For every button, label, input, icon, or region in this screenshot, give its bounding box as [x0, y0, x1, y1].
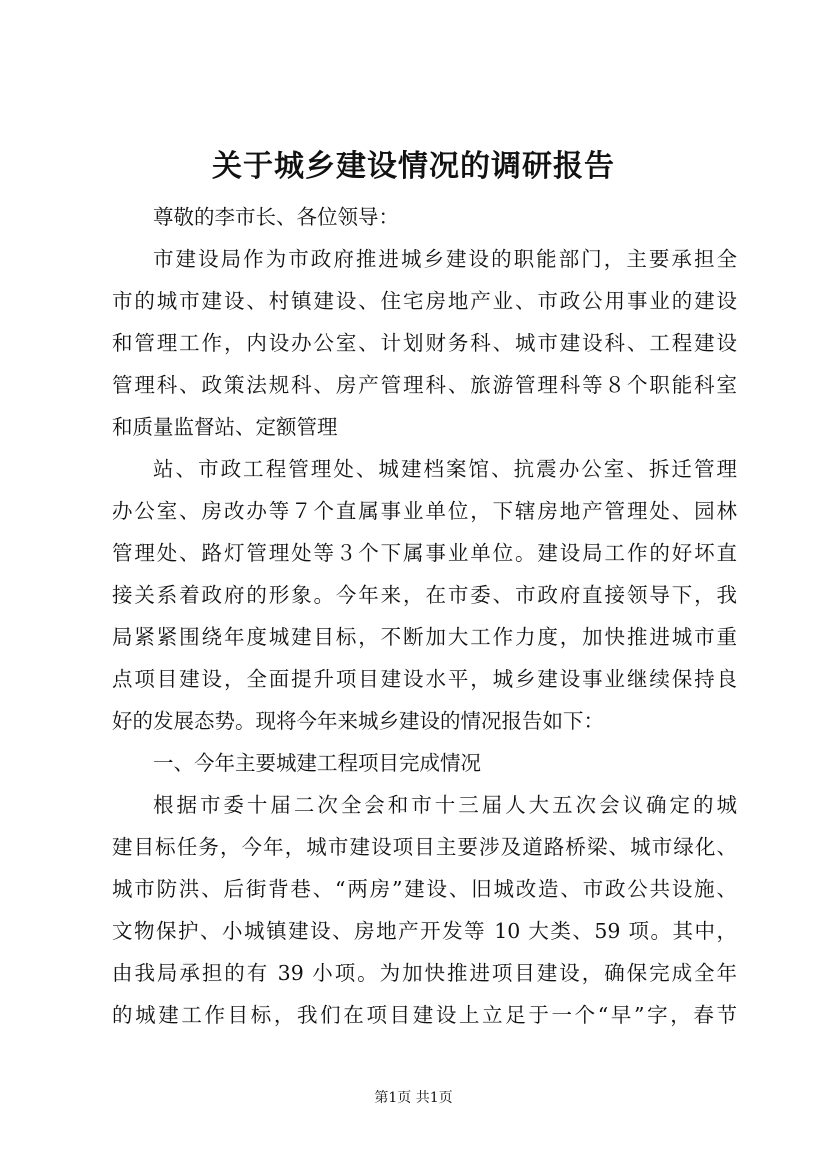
page-number: 第1页 共1页	[374, 1090, 453, 1106]
paragraph-line: 局紧紧围绕年度城建目标，不断加大工作力度，加快推进城市重	[112, 625, 737, 649]
paragraph-line: 城市防洪、后街背巷、“两房”建设、旧城改造、市政公共设施、	[112, 877, 737, 901]
paragraph-line: 好的发展态势。现将今年来城乡建设的情况报告如下：	[112, 709, 604, 733]
paragraph-line: 市建设局作为市政府推进城乡建设的职能部门，主要承担全	[153, 247, 737, 271]
salutation: 尊敬的李市长、各位领导：	[153, 205, 399, 229]
paragraph-line: 文物保护、小城镇建设、房地产开发等 10 大类、59 项。其中，	[112, 919, 737, 943]
paragraph-line: 站、市政工程管理处、城建档案馆、抗震办公室、拆迁管理	[153, 457, 737, 481]
paragraph-line: 市的城市建设、村镇建设、住宅房地产业、市政公用事业的建设	[112, 289, 737, 313]
paragraph-line: 接关系着政府的形象。今年来，在市委、市政府直接领导下，我	[112, 583, 737, 607]
paragraph-line: 的城建工作目标，我们在项目建设上立足于一个“早”字，春节	[112, 1003, 737, 1027]
paragraph-line: 和质量监督站、定额管理	[112, 415, 338, 439]
paragraph-line: 建目标任务，今年，城市建设项目主要涉及道路桥梁、城市绿化、	[112, 835, 737, 859]
section-heading: 一、今年主要城建工程项目完成情况	[153, 751, 481, 775]
paragraph-line: 由我局承担的有 39 小项。为加快推进项目建设，确保完成全年	[112, 961, 737, 985]
document-title: 关于城乡建设情况的调研报告	[212, 149, 615, 184]
paragraph-line: 管理处、路灯管理处等３个下属事业单位。建设局工作的好坏直	[112, 541, 737, 565]
paragraph-line: 办公室、房改办等７个直属事业单位，下辖房地产管理处、园林	[112, 499, 737, 523]
paragraph-line: 点项目建设，全面提升项目建设水平，城乡建设事业继续保持良	[112, 667, 737, 691]
paragraph-line: 和管理工作，内设办公室、计划财务科、城市建设科、工程建设	[112, 331, 737, 355]
paragraph-line: 根据市委十届二次全会和市十三届人大五次会议确定的城	[153, 793, 737, 817]
paragraph-line: 管理科、政策法规科、房产管理科、旅游管理科等８个职能科室	[112, 373, 737, 397]
